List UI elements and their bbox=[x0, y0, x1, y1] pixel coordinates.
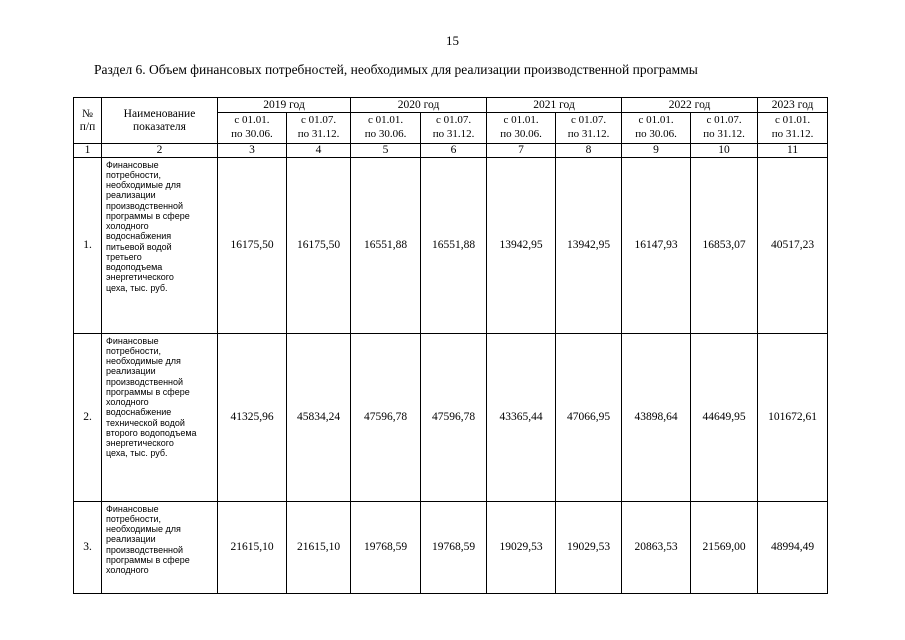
row-value: 44649,95 bbox=[691, 333, 758, 501]
column-number: 1 bbox=[74, 144, 102, 158]
row-value: 47596,78 bbox=[351, 333, 421, 501]
header-period: с 01.01. по 30.06. bbox=[622, 113, 691, 144]
header-year: 2023 год bbox=[758, 98, 828, 113]
column-number: 9 bbox=[622, 144, 691, 158]
row-value: 43898,64 bbox=[622, 333, 691, 501]
column-number: 7 bbox=[487, 144, 556, 158]
table-row bbox=[74, 157, 828, 333]
table-row bbox=[74, 333, 828, 501]
header-num: № п/п bbox=[74, 98, 102, 144]
header-period: с 01.07. по 31.12. bbox=[556, 113, 622, 144]
header-period: с 01.01. по 30.06. bbox=[218, 113, 287, 144]
column-number: 8 bbox=[556, 144, 622, 158]
row-indicator-name: Финансовые потребности, необходимые для реализации производственной программы в сфере холодного bbox=[102, 501, 218, 593]
row-value: 19768,59 bbox=[351, 501, 421, 593]
column-number: 4 bbox=[287, 144, 351, 158]
row-value: 101672,61 bbox=[758, 333, 828, 501]
row-value: 16551,88 bbox=[421, 157, 487, 333]
header-indicator-name: Наименование показателя bbox=[102, 98, 218, 144]
row-value: 20863,53 bbox=[622, 501, 691, 593]
row-value: 16147,93 bbox=[622, 157, 691, 333]
row-value: 21615,10 bbox=[218, 501, 287, 593]
header-row-column-numbers bbox=[74, 144, 828, 158]
row-value: 45834,24 bbox=[287, 333, 351, 501]
row-value: 16175,50 bbox=[287, 157, 351, 333]
row-number: 3. bbox=[74, 501, 102, 593]
column-number: 10 bbox=[691, 144, 758, 158]
row-value: 47596,78 bbox=[421, 333, 487, 501]
header-period: с 01.01. по 30.06. bbox=[487, 113, 556, 144]
header-year: 2020 год bbox=[351, 98, 487, 113]
row-value: 48994,49 bbox=[758, 501, 828, 593]
row-value: 13942,95 bbox=[487, 157, 556, 333]
row-value: 19029,53 bbox=[556, 501, 622, 593]
row-value: 16853,07 bbox=[691, 157, 758, 333]
row-value: 21615,10 bbox=[287, 501, 351, 593]
financial-needs-table bbox=[73, 97, 828, 594]
row-number: 2. bbox=[74, 333, 102, 501]
row-number: 1. bbox=[74, 157, 102, 333]
header-period: с 01.01. по 30.06. bbox=[351, 113, 421, 144]
page-number: 15 bbox=[446, 33, 459, 48]
column-number: 11 bbox=[758, 144, 828, 158]
row-value: 43365,44 bbox=[487, 333, 556, 501]
column-number: 6 bbox=[421, 144, 487, 158]
header-year: 2019 год bbox=[218, 98, 351, 113]
row-value: 19768,59 bbox=[421, 501, 487, 593]
header-period: с 01.07. по 31.12. bbox=[691, 113, 758, 144]
header-period: с 01.07. по 31.12. bbox=[421, 113, 487, 144]
column-number: 3 bbox=[218, 144, 287, 158]
row-indicator-name: Финансовые потребности, необходимые для реализации производственной программы в сфере холодного водоснабжение технической водой второго водоподъема энергетического цеха, тыс. руб. bbox=[102, 333, 218, 501]
header-year: 2021 год bbox=[487, 98, 622, 113]
row-value: 47066,95 bbox=[556, 333, 622, 501]
header-period: с 01.07. по 31.12. bbox=[287, 113, 351, 144]
row-value: 41325,96 bbox=[218, 333, 287, 501]
row-value: 16175,50 bbox=[218, 157, 287, 333]
row-value: 16551,88 bbox=[351, 157, 421, 333]
row-indicator-name: Финансовые потребности, необходимые для реализации производственной программы в сфере холодного водоснабжения питьевой водой третьего водоподъема энергетического цеха, тыс. руб. bbox=[102, 157, 218, 333]
row-value: 40517,23 bbox=[758, 157, 828, 333]
header-period: с 01.01. по 31.12. bbox=[758, 113, 828, 144]
table-row bbox=[74, 501, 828, 593]
header-row-years bbox=[74, 98, 828, 113]
row-value: 19029,53 bbox=[487, 501, 556, 593]
column-number: 5 bbox=[351, 144, 421, 158]
row-value: 13942,95 bbox=[556, 157, 622, 333]
column-number: 2 bbox=[102, 144, 218, 158]
section-title: Раздел 6. Объем финансовых потребностей, необходимых для реализации производственной программы bbox=[94, 62, 698, 77]
header-year: 2022 год bbox=[622, 98, 758, 113]
row-value: 21569,00 bbox=[691, 501, 758, 593]
